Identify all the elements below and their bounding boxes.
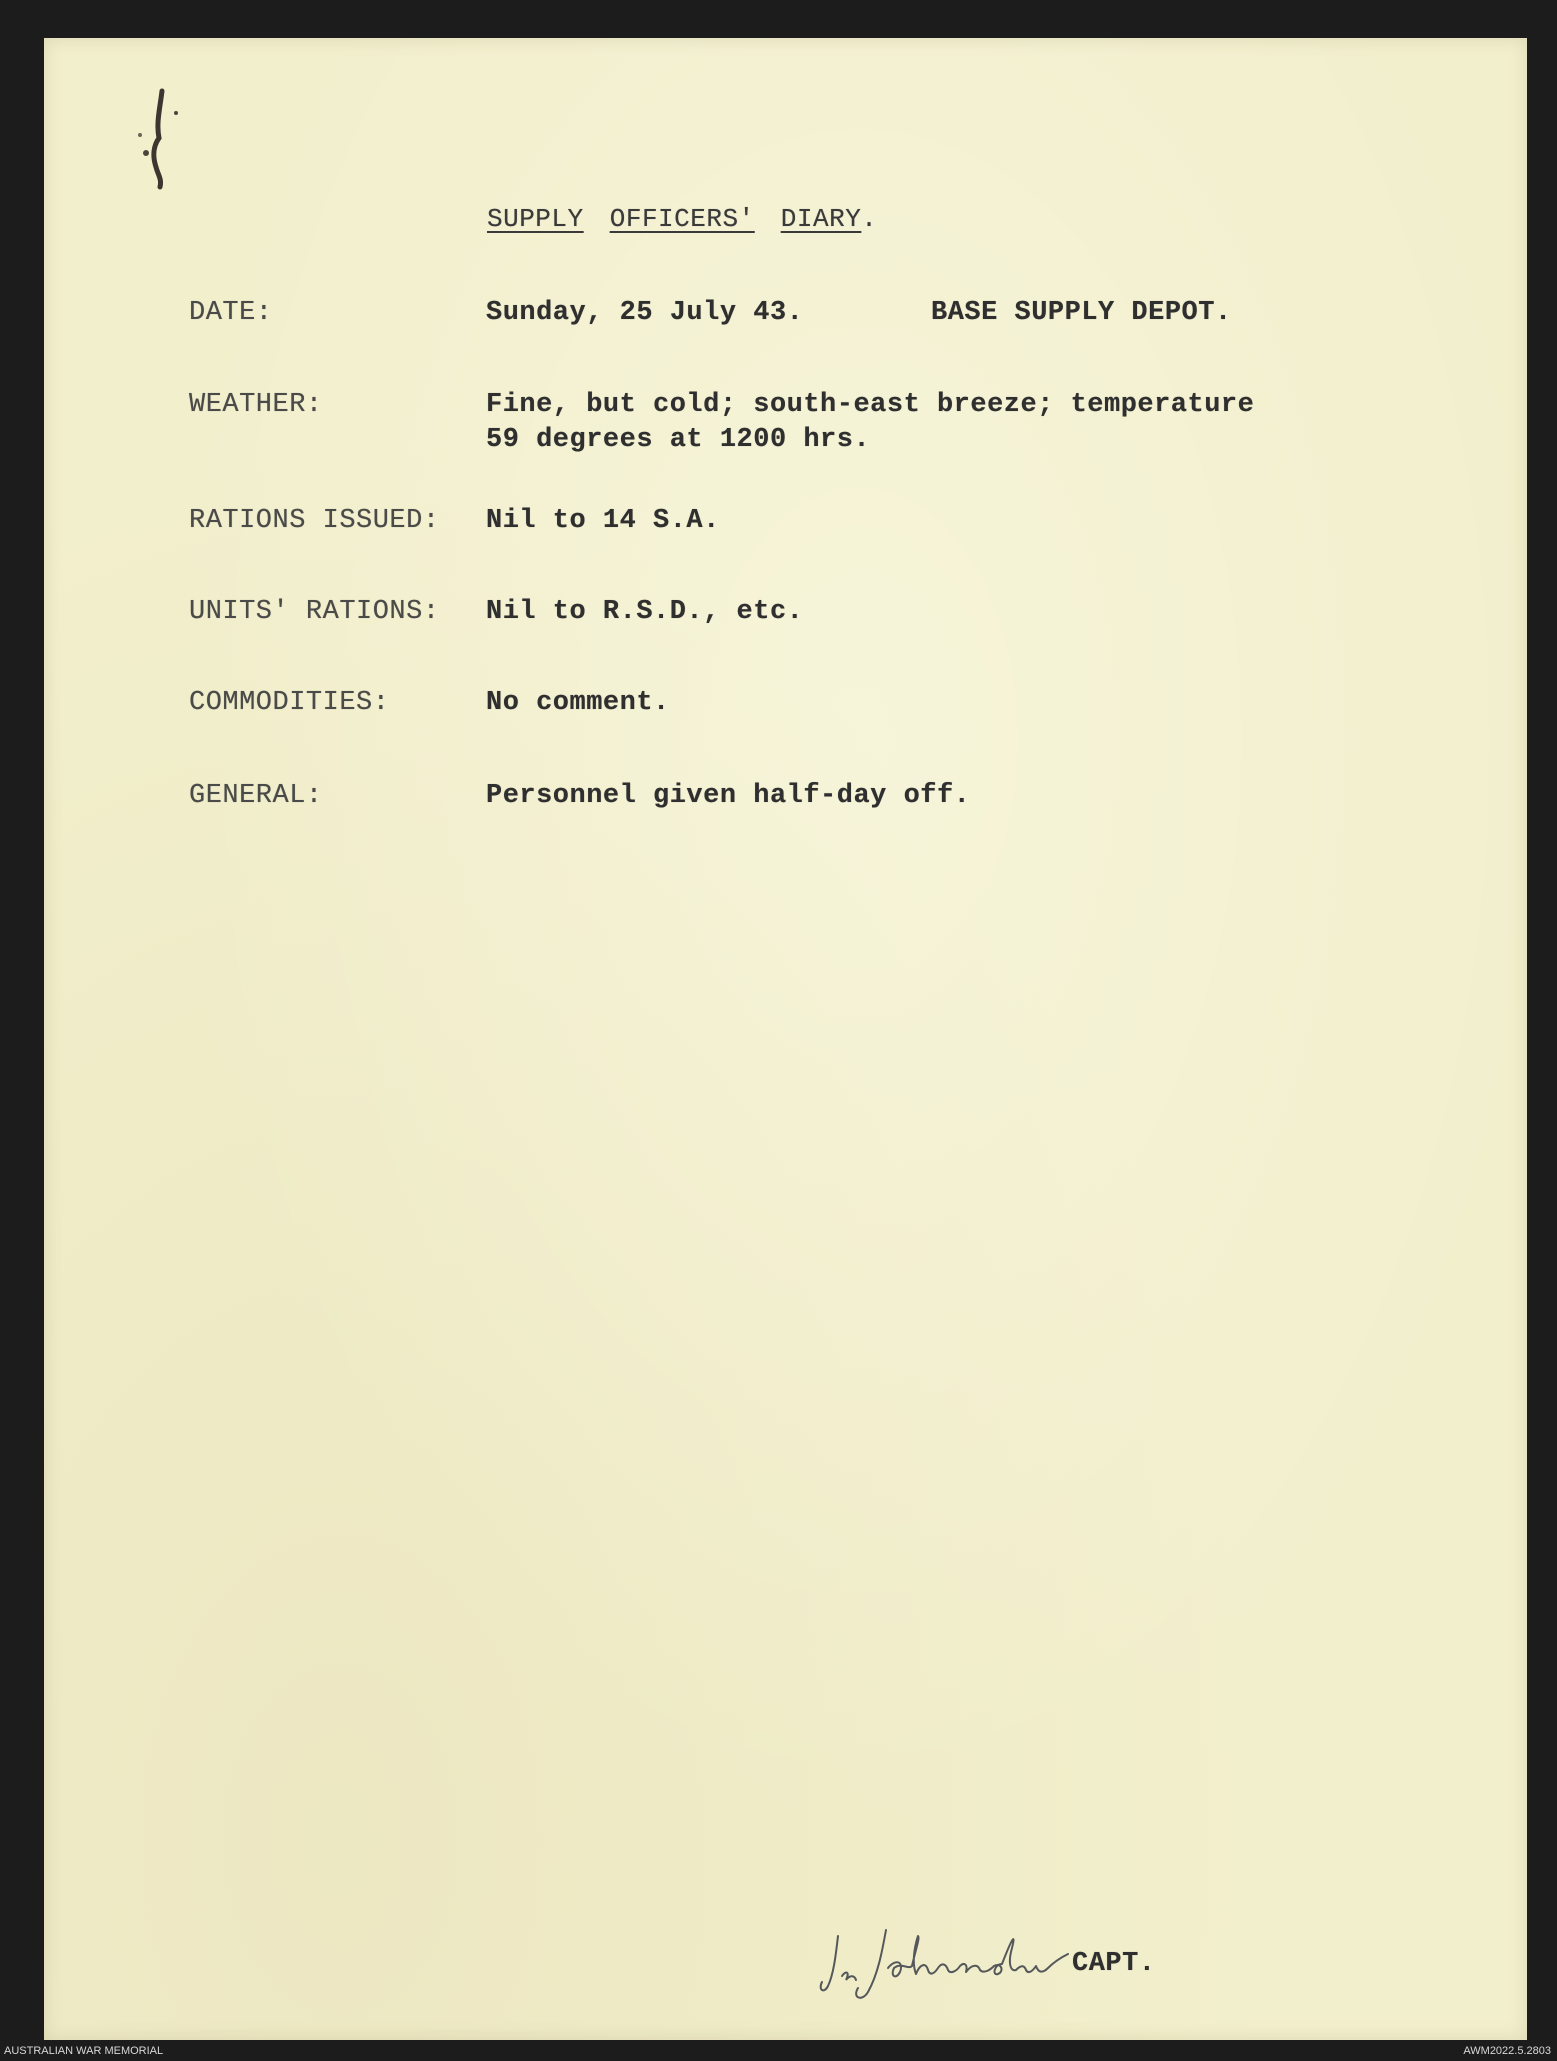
page-title bbox=[487, 204, 877, 234]
label-units-rations: UNITS' RATIONS: bbox=[189, 597, 440, 627]
footer-institution: AUSTRALIAN WAR MEMORIAL bbox=[4, 2045, 164, 2057]
label-general: GENERAL: bbox=[189, 781, 323, 811]
title-word-officers: OFFICERS' bbox=[609, 204, 755, 234]
value-commodities: No comment. bbox=[486, 688, 670, 718]
value-units-rations: Nil to R.S.D., etc. bbox=[486, 597, 804, 627]
diary-page bbox=[44, 38, 1527, 2040]
signer-rank: CAPT. bbox=[1072, 1949, 1156, 1979]
label-rations-issued: RATIONS ISSUED: bbox=[189, 506, 440, 536]
value-weather-line2: 59 degrees at 1200 hrs. bbox=[486, 425, 871, 455]
value-date: Sunday, 25 July 43. bbox=[486, 298, 804, 328]
value-weather-line1: Fine, but cold; south-east breeze; temperature bbox=[486, 390, 1255, 420]
punch-hole-mark bbox=[132, 83, 192, 193]
value-depot: BASE SUPPLY DEPOT. bbox=[931, 298, 1232, 328]
title-period: . bbox=[861, 204, 878, 234]
value-general: Personnel given half-day off. bbox=[486, 781, 971, 811]
title-word-diary: DIARY bbox=[780, 204, 862, 234]
value-rations-issued: Nil to 14 S.A. bbox=[486, 506, 720, 536]
footer-accession-number: AWM2022.5.2803 bbox=[1463, 2045, 1551, 2057]
label-date: DATE: bbox=[189, 298, 273, 328]
handwritten-signature bbox=[816, 1918, 1096, 2008]
label-weather: WEATHER: bbox=[189, 390, 323, 420]
label-commodities: COMMODITIES: bbox=[189, 688, 390, 718]
title-word-supply: SUPPLY bbox=[487, 204, 584, 234]
